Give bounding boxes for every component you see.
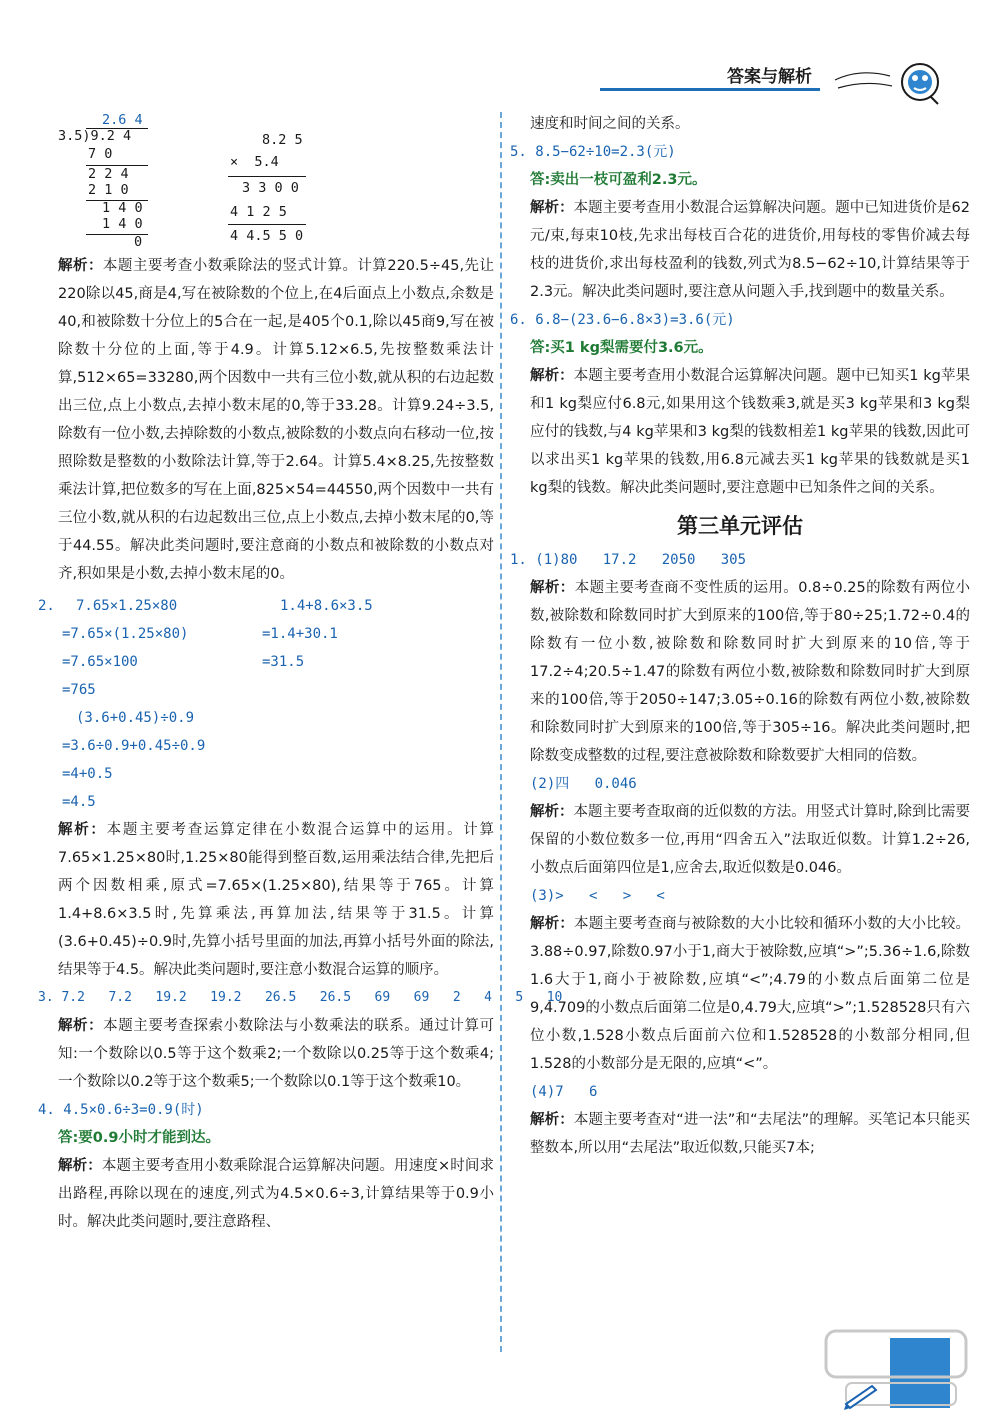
section-title: 第三单元评估 bbox=[677, 514, 803, 538]
eval-explanation-4 bbox=[510, 1106, 970, 1162]
answer-4: 答:要0.9小时才能到达。 bbox=[58, 1130, 220, 1146]
q2-c3: =4+0.5 bbox=[62, 766, 113, 782]
answer-6: 答:买1 kg梨需要付3.6元。 bbox=[530, 340, 713, 356]
question-2-block bbox=[38, 592, 494, 816]
explanation-4 bbox=[58, 1152, 494, 1236]
explanation-text: 本题主要考查用小数乘除混合运算解决问题。用速度×时间求出路程,再除以现在的速度,列式为4.5×0.6÷3,计算结果等于0.9小时。解决此类问题时,要注意路程、 bbox=[58, 1158, 495, 1230]
question-6: 6. 6.8−(23.6−6.8×3)=3.6(元) bbox=[510, 312, 735, 328]
explanation-text: 本题主要考查探索小数除法与小数乘法的联系。通过计算可知:一个数除以0.5等于这个数乘2;一个数除以0.25等于这个数乘4;一个数除以0.2等于这个数乘5;一个数除以0.1等于这个数乘10。 bbox=[58, 1018, 495, 1090]
q2-number: 2. bbox=[38, 598, 55, 614]
mul-line-1 bbox=[228, 176, 306, 177]
div-row-3: 2 1 0 bbox=[88, 182, 129, 198]
q2-a3: =7.65×100 bbox=[62, 654, 138, 670]
mul-r1: 3 3 0 0 bbox=[242, 180, 299, 196]
q2-a1: 7.65×1.25×80 bbox=[76, 598, 178, 614]
explanation-text: 本题主要考查商不变性质的运用。0.8÷0.25的除数有两位小数,被除数和除数同时扩大到原来的100倍,等于80÷25;1.72÷0.4的除数有一位小数,被除数和除数同时扩大到原来的10倍,等于17.2÷4;20.5÷1.47的除数有两位小数,被除数和除数同时扩大到原来的100倍,等于2050÷147;3.05÷0.16的除数有两位小数,被除数和除数同时扩大到原来的100倍,等于305÷16。解决此类问题时,把除数变成整数的过程,要注意被除数和除数要扩大相同的倍数。 bbox=[530, 580, 970, 764]
explanation-1 bbox=[58, 252, 494, 588]
q2-c2: =3.6÷0.9+0.45÷0.9 bbox=[62, 738, 206, 754]
mul-r3: 4 4.5 5 0 bbox=[230, 228, 304, 244]
column-divider bbox=[500, 112, 502, 1352]
mul-r2: 4 1 2 5 bbox=[230, 204, 287, 220]
mul-a: 8.2 5 bbox=[262, 132, 303, 148]
label: 解析： bbox=[530, 804, 574, 820]
q2-b2: =1.4+30.1 bbox=[262, 626, 338, 642]
long-division-calc bbox=[58, 110, 158, 250]
div-quotient: 2.6 4 bbox=[102, 112, 143, 128]
multiplication-calc bbox=[228, 130, 328, 260]
explanation-3 bbox=[58, 1012, 494, 1096]
label: 解析： bbox=[58, 1018, 104, 1034]
header-rule bbox=[600, 88, 820, 91]
label: 解析： bbox=[530, 1112, 574, 1128]
answer-5: 答:卖出一枝可盈利2.3元。 bbox=[530, 172, 707, 188]
div-row-6: 0 bbox=[134, 234, 143, 250]
label: 解析： bbox=[58, 258, 103, 274]
label: 解析： bbox=[58, 1158, 102, 1174]
q2-c1: (3.6+0.45)÷0.9 bbox=[76, 710, 195, 726]
right-column bbox=[510, 110, 970, 1162]
eval-q3: (3)> < > < bbox=[530, 888, 665, 904]
watermark-icon bbox=[816, 1321, 976, 1411]
explanation-text: 本题主要考查对“进一法”和“去尾法”的理解。买笔记本只能买整数本,所以用“去尾法”取近似数,只能买7本; bbox=[530, 1112, 971, 1156]
mascot-logo-icon bbox=[830, 58, 950, 108]
explanation-text: 本题主要考查运算定律在小数混合运算中的运用。计算7.65×1.25×80时,1.25×80能得到整百数,运用乘法结合律,先把后两个因数相乘,原式=7.65×(1.25×80),结果等于765。计算1.4+8.6×3.5时,先算乘法,再算加法,结果等于31.5。计算(3.6+0.45)÷0.9时,先算小括号里面的加法,再算小括号外面的除法,结果等于4.5。解决此类问题时,要注意小数混合运算的顺序。 bbox=[58, 822, 495, 978]
explanation-text: 本题主要考查用小数混合运算解决问题。题中已知进货价是62元/束,每束10枝,先求出每枝百合花的进货价,用每枝的零售价减去每枝的进货价,求出每枝盈利的钱数,列式为8.5−62÷10,计算结果等于2.3元。解决此类问题时,要注意从问题入手,找到题中的数量关系。 bbox=[530, 200, 970, 300]
eval-explanation-2 bbox=[510, 798, 970, 882]
eval-explanation-3 bbox=[510, 910, 970, 1078]
label: 解析： bbox=[530, 200, 574, 216]
page-header bbox=[560, 58, 990, 104]
div-row-5: 1 4 0 bbox=[102, 216, 143, 232]
continuation-text: 速度和时间之间的关系。 bbox=[530, 116, 690, 132]
explanation-text: 本题主要考查商与被除数的大小比较和循环小数的大小比较。3.88÷0.97,除数0.97小于1,商大于被除数,应填“>”;5.36÷1.6,除数1.6大于1,商小于被除数,应填“<”;4.79的小数点后面第二位是9,4.709的小数点后面第二位是0,4.79大,应填“>”;1.528528只有六位小数,1.528小数点后面前六位和1.528528的小数部分相同,但1.528的小数部分是无限的,应填“<”。 bbox=[530, 916, 971, 1072]
div-divisor-dividend: 3.5)9.2 4 bbox=[58, 128, 132, 144]
label: 解析： bbox=[530, 368, 574, 384]
div-row-4: 1 4 0 bbox=[102, 200, 143, 216]
mul-line-2 bbox=[228, 224, 306, 225]
label: 解析： bbox=[530, 580, 575, 596]
div-row-1: 7 0 bbox=[88, 146, 113, 162]
explanation-text: 本题主要考查用小数混合运算解决问题。题中已知买1 kg苹果和1 kg梨应付6.8元,如果用这个钱数乘3,就是买3 kg苹果和3 kg梨应付的钱数,与4 kg苹果和3 kg梨的钱数相差1 kg苹果的钱数,因此可以求出买1 kg苹果的钱数,用6.8元减去买1 kg苹果的钱数就是买1 kg梨的钱数。解决此类问题时,要注意题中已知条件之间的关系。 bbox=[530, 368, 970, 496]
q2-b3: =31.5 bbox=[262, 654, 305, 670]
question-3-answers: 3. 7.2 7.2 19.2 19.2 26.5 26.5 69 69 2 4 5 10 bbox=[38, 990, 563, 1005]
div-row-2: 2 2 4 bbox=[88, 166, 129, 182]
explanation-2 bbox=[58, 816, 494, 984]
pencil-icon bbox=[842, 1380, 882, 1410]
eval-q2: (2)四 0.046 bbox=[530, 776, 637, 792]
q2-a4: =765 bbox=[62, 682, 96, 698]
q2-b1: 1.4+8.6×3.5 bbox=[280, 598, 373, 614]
eval-q4: (4)7 6 bbox=[530, 1084, 598, 1100]
eval-explanation-1 bbox=[510, 574, 970, 770]
explanation-text: 本题主要考查小数乘除法的竖式计算。计算220.5÷45,先让220除以45,商是4,写在被除数的个位上,在4后面点上小数点,余数是40,和被除数十分位上的5合在一起,是405个0.1,除以45商9,写在被除数十分位的上面,等于4.9。计算5.12×6.5,先按整数乘法计算,512×65=33280,两个因数中一共有三位小数,就从积的右边起数出三位,点上小数点,去掉小数末尾的0,等于33.28。计算9.24÷3.5,除数有一位小数,去掉除数的小数点,被除数的小数点向右移动一位,按照除数是整数的小数除法计算,等于2.64。计算5.4×8.25,先按整数乘法计算,把位数多的写在上面,825×54=44550,两个因数中一共有三位小数,就从积的右边起数出三位,点上小数点,去掉小数末尾的0,等于44.55。解决此类问题时,要注意商的小数点和被除数的小数点对齐,积如果是小数,去掉小数末尾的0。 bbox=[58, 258, 495, 582]
mul-b: × 5.4 bbox=[230, 154, 279, 170]
q2-c4: =4.5 bbox=[62, 794, 96, 810]
explanation-text: 本题主要考查取商的近似数的方法。用竖式计算时,除到比需要保留的小数位数多一位,再用“四舍五入”法取近似数。计算1.2÷26,小数点后面第四位是1,应舍去,取近似数是0.046。 bbox=[530, 804, 971, 876]
label: 解析： bbox=[58, 822, 107, 838]
explanation-6 bbox=[510, 362, 970, 502]
q2-a2: =7.65×(1.25×80) bbox=[62, 626, 189, 642]
question-4: 4. 4.5×0.6÷3=0.9(时) bbox=[38, 1102, 204, 1118]
header-title: 答案与解析 bbox=[727, 67, 812, 87]
explanation-5 bbox=[510, 194, 970, 306]
question-5: 5. 8.5−62÷10=2.3(元) bbox=[510, 144, 676, 160]
eval-q1: 1. (1)80 17.2 2050 305 bbox=[510, 552, 747, 568]
label: 解析： bbox=[530, 916, 575, 932]
